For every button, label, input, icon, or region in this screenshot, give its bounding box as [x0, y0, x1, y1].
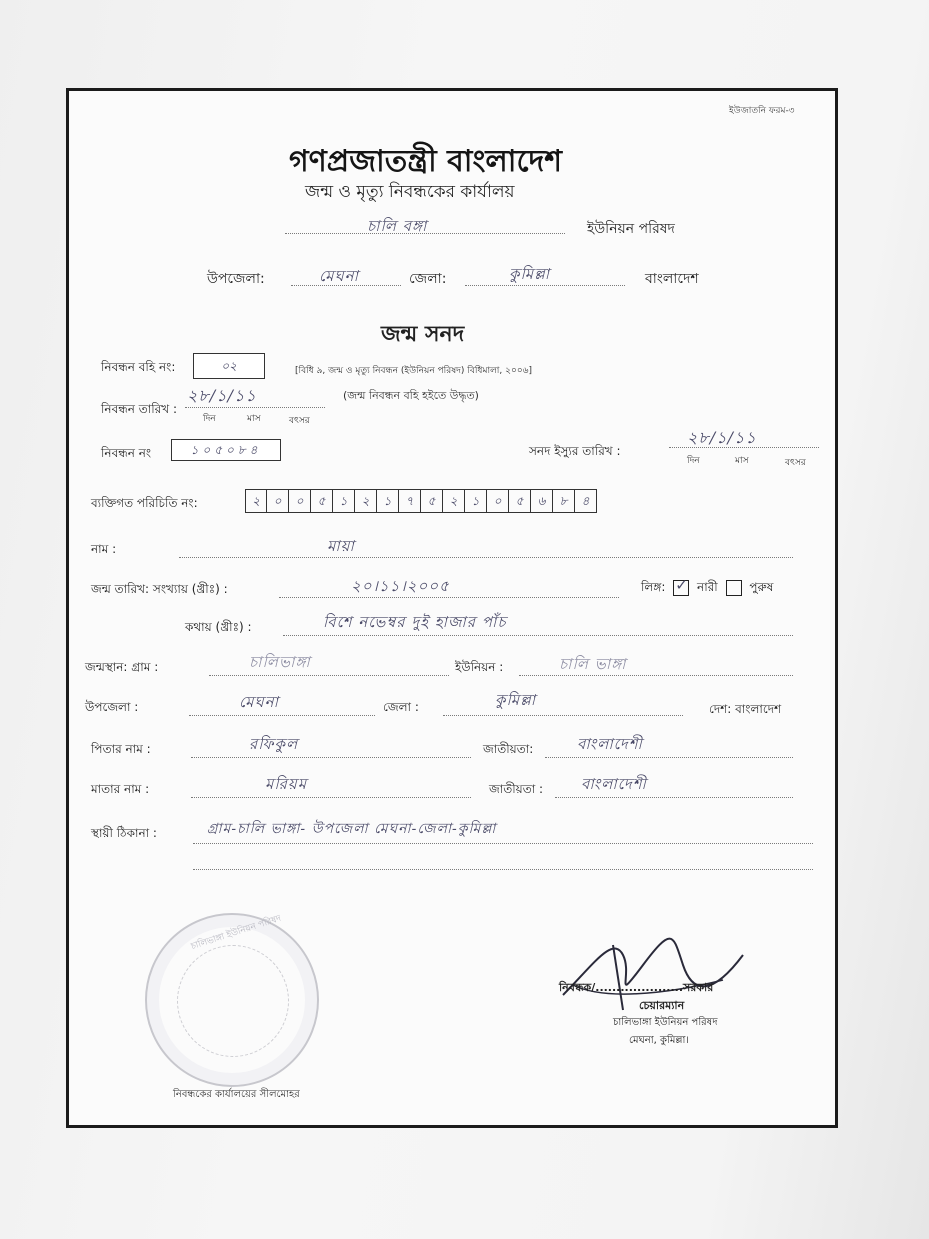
id-digit-cell: ৮ — [553, 489, 575, 513]
check-mark-icon: ✓ — [675, 575, 688, 594]
signature-line-4: মেঘনা, কুমিল্লা। — [629, 1035, 690, 1046]
mother-line — [191, 797, 471, 798]
reg-no-box: ১০৫০৮৪ — [171, 439, 281, 461]
id-digit-cell: ১ — [333, 489, 355, 513]
name-value: মায়া — [327, 537, 355, 555]
certificate-title: জন্ম সনদ — [381, 322, 465, 347]
female-checkbox[interactable] — [673, 575, 689, 596]
upazila-field-value: মেঘনা — [239, 693, 279, 711]
reg-month-label: মাস — [247, 414, 261, 424]
dob-words-label: কথায় (খ্রীঃ) : — [185, 620, 252, 634]
id-digit-cell: ৫ — [509, 489, 531, 513]
dob-num-value: ২০।১১।২০০৫ — [351, 577, 450, 595]
extract-note: (জন্ম নিবন্ধন বহি হইতে উদ্ধৃত) — [343, 389, 479, 402]
address-value: গ্রাম-চালি ভাঙ্গা- উপজেলা মেঘনা-জেলা-কুমিল্লা — [207, 821, 497, 837]
id-digit-cell: ৪ — [575, 489, 597, 513]
id-digit-cell: ০ — [289, 489, 311, 513]
seal-text: চালিভাঙ্গা ইউনিয়ন পরিষদ — [189, 913, 283, 953]
id-digit-cell: ২ — [355, 489, 377, 513]
id-digit-cell: ২ — [245, 489, 267, 513]
issue-date-line — [669, 447, 819, 448]
personal-id-cells — [245, 489, 597, 513]
id-label: ব্যক্তিগত পরিচিতি নং: — [91, 496, 198, 510]
nationality-value-1: বাংলাদেশী — [577, 735, 643, 753]
address-label: স্থায়ী ঠিকানা : — [91, 826, 157, 840]
upazila-field-line — [189, 715, 375, 716]
district-field-value: কুমিল্লা — [495, 691, 537, 709]
nationality-value-2: বাংলাদেশী — [581, 775, 647, 793]
reg-year-label: বৎসর — [289, 416, 310, 426]
birthplace-union-label: ইউনিয়ন : — [455, 660, 504, 674]
issue-day-label: দিন — [687, 456, 700, 466]
birthplace-village-line — [209, 675, 449, 676]
union-label: ইউনিয়ন পরিষদ — [587, 221, 675, 237]
birthplace-label: জন্মস্থান: গ্রাম : — [85, 660, 159, 674]
office-seal-stamp — [145, 913, 319, 1087]
union-value: চালি বঙ্গা — [367, 217, 428, 235]
female-label: নারী — [697, 580, 718, 594]
address-line-1 — [193, 843, 813, 844]
id-digit-cell: ২ — [443, 489, 465, 513]
id-digit-cell: ৫ — [311, 489, 333, 513]
book-no-label: নিবন্ধন বহি নং: — [101, 360, 176, 374]
office-title: জন্ম ও মৃত্যু নিবন্ধকের কার্যালয় — [305, 182, 515, 202]
mother-label: মাতার নাম : — [91, 782, 150, 796]
male-label: পুরুষ — [749, 580, 774, 594]
reg-day-label: দিন — [203, 414, 216, 424]
district-value: কুমিল্লা — [509, 265, 551, 283]
birthplace-village-value: চালিভাঙ্গা — [249, 653, 311, 671]
id-digit-cell: ০ — [267, 489, 289, 513]
father-line — [191, 757, 471, 758]
signature-line-1: নিবন্ধক/.....................সরকার — [559, 981, 714, 994]
reg-date-line — [185, 407, 325, 408]
father-value: রফিকুল — [249, 735, 299, 753]
district-field-label: জেলা : — [383, 700, 419, 714]
rule-note: [বিধি ৯, জন্ম ও মৃত্যু নিবন্ধন (ইউনিয়ন পরিষদ) বিধিমালা, ২০০৬] — [295, 366, 533, 376]
district-field-line — [443, 715, 683, 716]
id-digit-cell: ৭ — [399, 489, 421, 513]
form-code: ইউজাতনি ফরম-৩ — [729, 106, 795, 116]
country-label: বাংলাদেশ — [645, 271, 699, 287]
reg-no-label: নিবন্ধন নং — [101, 446, 152, 460]
dob-words-value: বিশে নভেম্বর দুই হাজার পাঁচ — [323, 613, 507, 631]
issue-month-label: মাস — [735, 456, 749, 466]
nationality-label-2: জাতীয়তা : — [489, 782, 544, 796]
birthplace-union-value: চালি ভাঙ্গা — [559, 655, 627, 673]
gender-group — [641, 575, 774, 599]
father-label: পিতার নাম : — [91, 742, 151, 756]
district-label: জেলা: — [409, 271, 447, 287]
nationality-label-1: জাতীয়তা: — [483, 742, 534, 756]
issue-date-label: সনদ ইস্যুর তারিখ : — [529, 444, 621, 458]
id-digit-cell: ১ — [465, 489, 487, 513]
country-field-label: দেশ: বাংলাদেশ — [709, 702, 782, 716]
upazila-label: উপজেলা: — [207, 271, 265, 287]
reg-date-value: ২৮/১/১১ — [187, 386, 257, 405]
signature-line-3: চালিভাঙ্গা ইউনিয়ন পরিষদ — [613, 1017, 718, 1028]
male-checkbox[interactable] — [726, 580, 742, 596]
issue-date-value: ২৮/১/১১ — [687, 428, 757, 447]
id-digit-cell: ৬ — [531, 489, 553, 513]
signature-line-2: চেয়ারম্যান — [639, 999, 685, 1012]
address-line-2 — [193, 869, 813, 870]
seal-caption: নিবন্ধকের কার্যালয়ের সীলমোহর — [173, 1089, 300, 1100]
country-title: গণপ্রজাতন্ত্রী বাংলাদেশ — [289, 144, 563, 179]
issue-year-label: বৎসর — [785, 458, 806, 468]
id-digit-cell: ১ — [377, 489, 399, 513]
dob-num-label: জন্ম তারিখ: সংখ্যায় (খ্রীঃ) : — [91, 582, 228, 596]
name-label: নাম : — [91, 542, 117, 556]
upazila-field-label: উপজেলা : — [85, 700, 139, 714]
seal-inner-ring — [177, 945, 289, 1057]
reg-date-label: নিবন্ধন তারিখ : — [101, 402, 178, 416]
book-no-box: ০২ — [193, 353, 265, 379]
upazila-value: মেঘনা — [319, 267, 359, 285]
mother-value: মরিয়ম — [265, 775, 308, 793]
id-digit-cell: ৫ — [421, 489, 443, 513]
id-digit-cell: ০ — [487, 489, 509, 513]
gender-label: লিঙ্গ: — [641, 580, 666, 594]
name-line — [179, 557, 793, 558]
birth-certificate-sheet — [66, 88, 838, 1128]
